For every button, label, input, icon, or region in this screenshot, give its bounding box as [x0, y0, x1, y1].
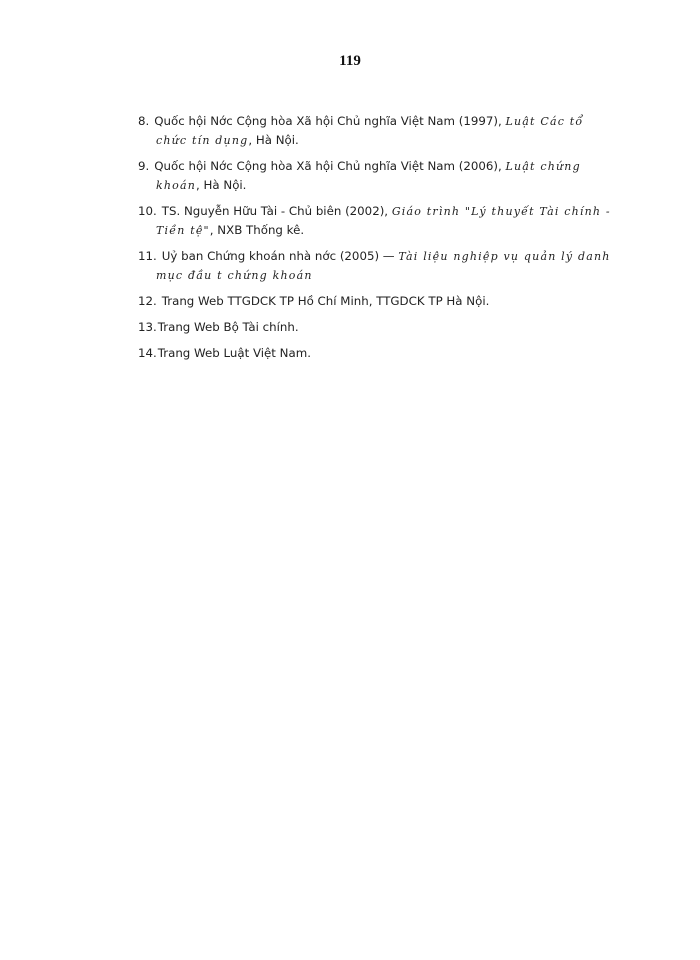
reference-list	[138, 112, 638, 370]
reference-number: 9.	[138, 159, 150, 173]
reference-title: Giáo trình "Lý thuyết Tài chính -	[391, 205, 611, 218]
reference-number: 8.	[138, 114, 150, 128]
reference-number: 10.	[138, 204, 157, 218]
reference-item	[138, 247, 638, 285]
reference-item	[138, 157, 638, 195]
reference-title: Luật chứng	[505, 160, 581, 173]
reference-text: Trang Web Bộ Tài chính.	[157, 320, 299, 334]
reference-item	[138, 344, 638, 363]
reference-item	[138, 112, 638, 150]
reference-text: Quốc hội Nớc Cộng hòa Xã hội Chủ nghĩa Việt Nam (2006),	[154, 159, 506, 173]
reference-text: Trang Web Luật Việt Nam.	[157, 346, 311, 360]
reference-continuation	[138, 266, 638, 285]
reference-publisher: , Hà Nội.	[248, 133, 299, 147]
reference-number: 14.	[138, 346, 157, 360]
reference-text: TS. Nguyễn Hữu Tài - Chủ biên (2002),	[161, 204, 392, 218]
reference-title: Tài liệu nghiệp vụ quản lý danh	[398, 250, 611, 263]
reference-continuation	[138, 131, 638, 150]
reference-text: Quốc hội Nớc Cộng hòa Xã hội Chủ nghĩa Việt Nam (1997),	[154, 114, 506, 128]
reference-number: 11.	[138, 249, 157, 263]
reference-continuation	[138, 221, 638, 240]
reference-publisher: , NXB Thống kê.	[209, 223, 305, 237]
reference-title-continued: chức tín dụng	[156, 134, 249, 147]
reference-item	[138, 292, 638, 311]
reference-text: Trang Web TTGDCK TP Hồ Chí Minh, TTGDCK TP Hà Nội.	[161, 294, 490, 308]
reference-number: 12.	[138, 294, 157, 308]
reference-number: 13.	[138, 320, 157, 334]
reference-title-continued: khoán	[156, 179, 197, 192]
reference-publisher: , Hà Nội.	[196, 178, 247, 192]
reference-item	[138, 202, 638, 240]
page-number: 119	[339, 53, 361, 69]
reference-title: Luật Các tổ	[505, 115, 584, 128]
reference-title-continued: Tiền tệ"	[156, 224, 210, 237]
reference-continuation	[138, 176, 638, 195]
reference-title-continued: mục đầu t chứng khoán	[156, 269, 313, 282]
reference-text: Uỷ ban Chứng khoán nhà nớc (2005) —	[161, 249, 399, 263]
reference-item	[138, 318, 638, 337]
